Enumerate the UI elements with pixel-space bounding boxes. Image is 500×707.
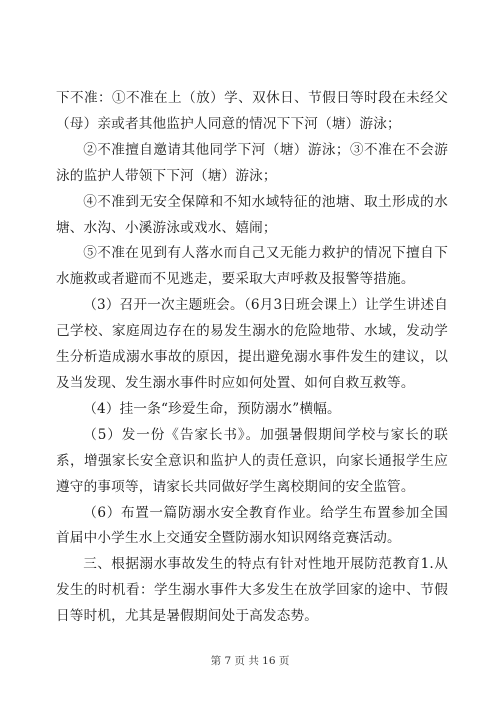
paragraph-homework: （6）布置一篇防溺水安全教育作业。给学生布置参加全国首届中小学生水上交通安全暨防溺水知识网络竞赛活动。	[56, 504, 448, 547]
paragraph-rule-2-3: ②不准擅自邀请其他同学下河（塘）游泳；③不准在不会游泳的监护人带领下下河（塘）游泳；	[56, 141, 448, 184]
paragraph-theme-meeting: （3）召开一次主题班会。（6月3日班会课上）让学生讲述自己学校、家庭周边存在的易发生溺水的危险地带、水域，发动学生分析造成溺水事故的原因，提出避免溺水事件发生的建议，以及当发现、发生溺水事件时应如何处置、如何自救互救等。	[56, 297, 448, 391]
paragraph-parent-letter: （5）发一份《告家长书》。加强暑假期间学校与家长的联系，增强家长安全意识和监护人的责任意识，向家长通报学生应遵守的事项等，请家长共同做好学生离校期间的安全监管。	[56, 426, 448, 495]
paragraph-section-three: 三、根据溺水事故发生的特点有针对性地开展防范教育1.从发生的时机看：学生溺水事件大多发生在放学回家的途中、节假日等时机，尤其是暑假期间处于高发态势。	[56, 556, 448, 625]
document-body	[56, 86, 448, 630]
paragraph-rule-4: ④不准到无安全保障和不知水域特征的池塘、取土形成的水塘、水沟、小溪游泳或戏水、嬉闹；	[56, 193, 448, 236]
paragraph-banner: （4）挂一条“珍爱生命，预防溺水”横幅。	[83, 400, 341, 417]
paragraph-rule-5: ⑤不准在见到有人落水而自己又无能力救护的情况下擅自下水施救或者避而不见逃走，要采取大声呼救及报警等措施。	[56, 245, 448, 288]
paragraph-rules-intro: 下不准：①不准在上（放）学、双休日、节假日等时段在未经父（母）亲或者其他监护人同意的情况下下河（塘）游泳；	[56, 90, 448, 132]
page-footer: 第 7 页 共 16 页	[210, 655, 290, 667]
